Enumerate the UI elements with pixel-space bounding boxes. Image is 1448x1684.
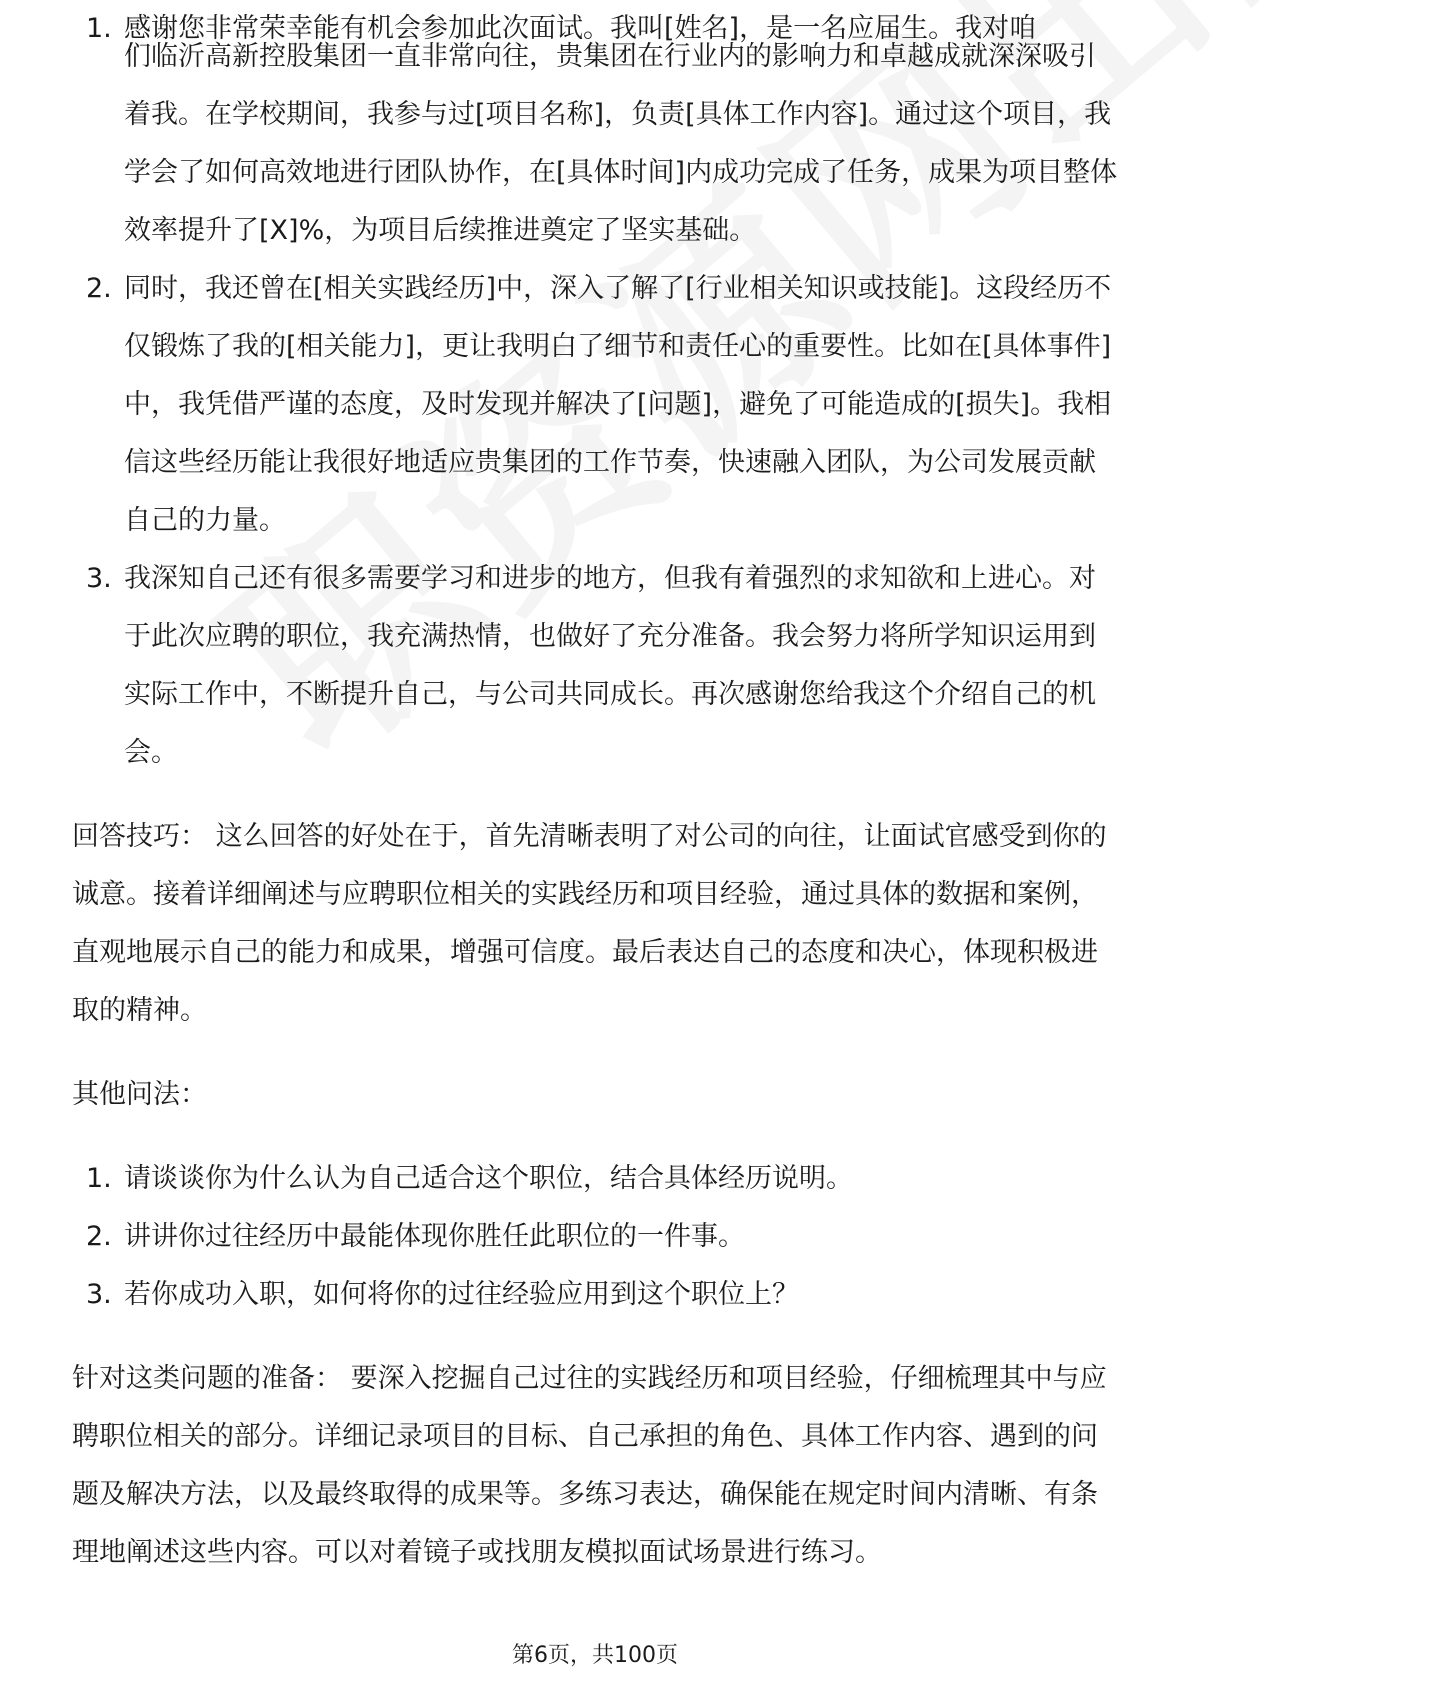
- other-question-text: 讲讲你过往经历中最能体现你胜任此职位的一件事。: [124, 1221, 745, 1252]
- list-number: 2.: [86, 273, 112, 304]
- other-questions-list: [72, 1150, 1122, 1324]
- preparation-text: 要深入挖掘自己过往的实践经历和项目经验，仔细梳理其中与应聘职位相关的部分。详细记录项目的目标、自己承担的角色、具体工作内容、遇到的问题及解决方法，以及最终取得的成果等。多练习表达，确保能在规定时间内清晰、有条理地阐述这些内容。可以对着镜子或找朋友模拟面试场景进行练习。: [72, 1363, 1107, 1568]
- answer-item-1-cut-line: [86, 0, 1122, 44]
- answer-item-2-text: 同时，我还曾在[相关实践经历]中，深入了解了[行业相关知识或技能]。这段经历不仅锻炼了我的[相关能力]，更让我明白了细节和责任心的重要性。比如在[具体事件]中，我凭借严谨的态度，及时发现并解决了[问题]，避免了可能造成的[损失]。我相信这些经历能让我很好地适应贵集团的工作节奏，快速融入团队，为公司发展贡献自己的力量。: [124, 273, 1112, 536]
- preparation-label: 针对这类问题的准备：: [72, 1363, 342, 1394]
- preparation-paragraph: [72, 1350, 1122, 1582]
- tips-label: 回答技巧：: [72, 821, 207, 852]
- other-question-item: [72, 1266, 1122, 1324]
- tips-text: 这么回答的好处在于，首先清晰表明了对公司的向往，让面试官感受到你的诚意。接着详细阐述与应聘职位相关的实践经历和项目经验，通过具体的数据和案例，直观地展示自己的能力和成果，增强可信度。最后表达自己的态度和决心，体现积极进取的精神。: [72, 821, 1107, 1026]
- tips-paragraph: [72, 808, 1122, 1040]
- answer-item-3-text: 我深知自己还有很多需要学习和进步的地方，但我有着强烈的求知欲和上进心。对于此次应聘的职位，我充满热情，也做好了充分准备。我会努力将所学知识运用到实际工作中，不断提升自己，与公司共同成长。再次感谢您给我这个介绍自己的机会。: [124, 563, 1096, 768]
- answer-item-3: [72, 550, 1122, 782]
- list-number: 3.: [86, 563, 112, 594]
- answer-item-1-text: 们临沂高新控股集团一直非常向往，贵集团在行业内的影响力和卓越成就深深吸引着我。在学校期间，我参与过[项目名称]，负责[具体工作内容]。通过这个项目，我学会了如何高效地进行团队协作，在[具体时间]内成功完成了任务，成果为项目整体效率提升了[X]%，为项目后续推进奠定了坚实基础。: [124, 41, 1118, 246]
- list-number: 1.: [86, 13, 112, 44]
- answer-item-1-first-line: 感谢您非常荣幸能有机会参加此次面试。我叫[姓名]，是一名应届生。我对咱: [124, 13, 1037, 44]
- list-number: 2.: [86, 1221, 112, 1252]
- page-content: [72, 13, 1122, 1582]
- other-question-item: [72, 1208, 1122, 1266]
- other-question-item: [72, 1150, 1122, 1208]
- answer-item-2: [72, 260, 1122, 550]
- list-number: 1.: [86, 1163, 112, 1194]
- other-questions-heading: 其他问法：: [72, 1079, 207, 1110]
- answer-item-1: [72, 0, 1122, 260]
- answer-list: [72, 0, 1122, 782]
- other-question-text: 若你成功入职，如何将你的过往经验应用到这个职位上？: [124, 1279, 799, 1310]
- other-question-text: 请谈谈你为什么认为自己适合这个职位，结合具体经历说明。: [124, 1163, 853, 1194]
- page-number-footer: 第6页，共100页: [512, 1643, 678, 1668]
- list-number: 3.: [86, 1279, 112, 1310]
